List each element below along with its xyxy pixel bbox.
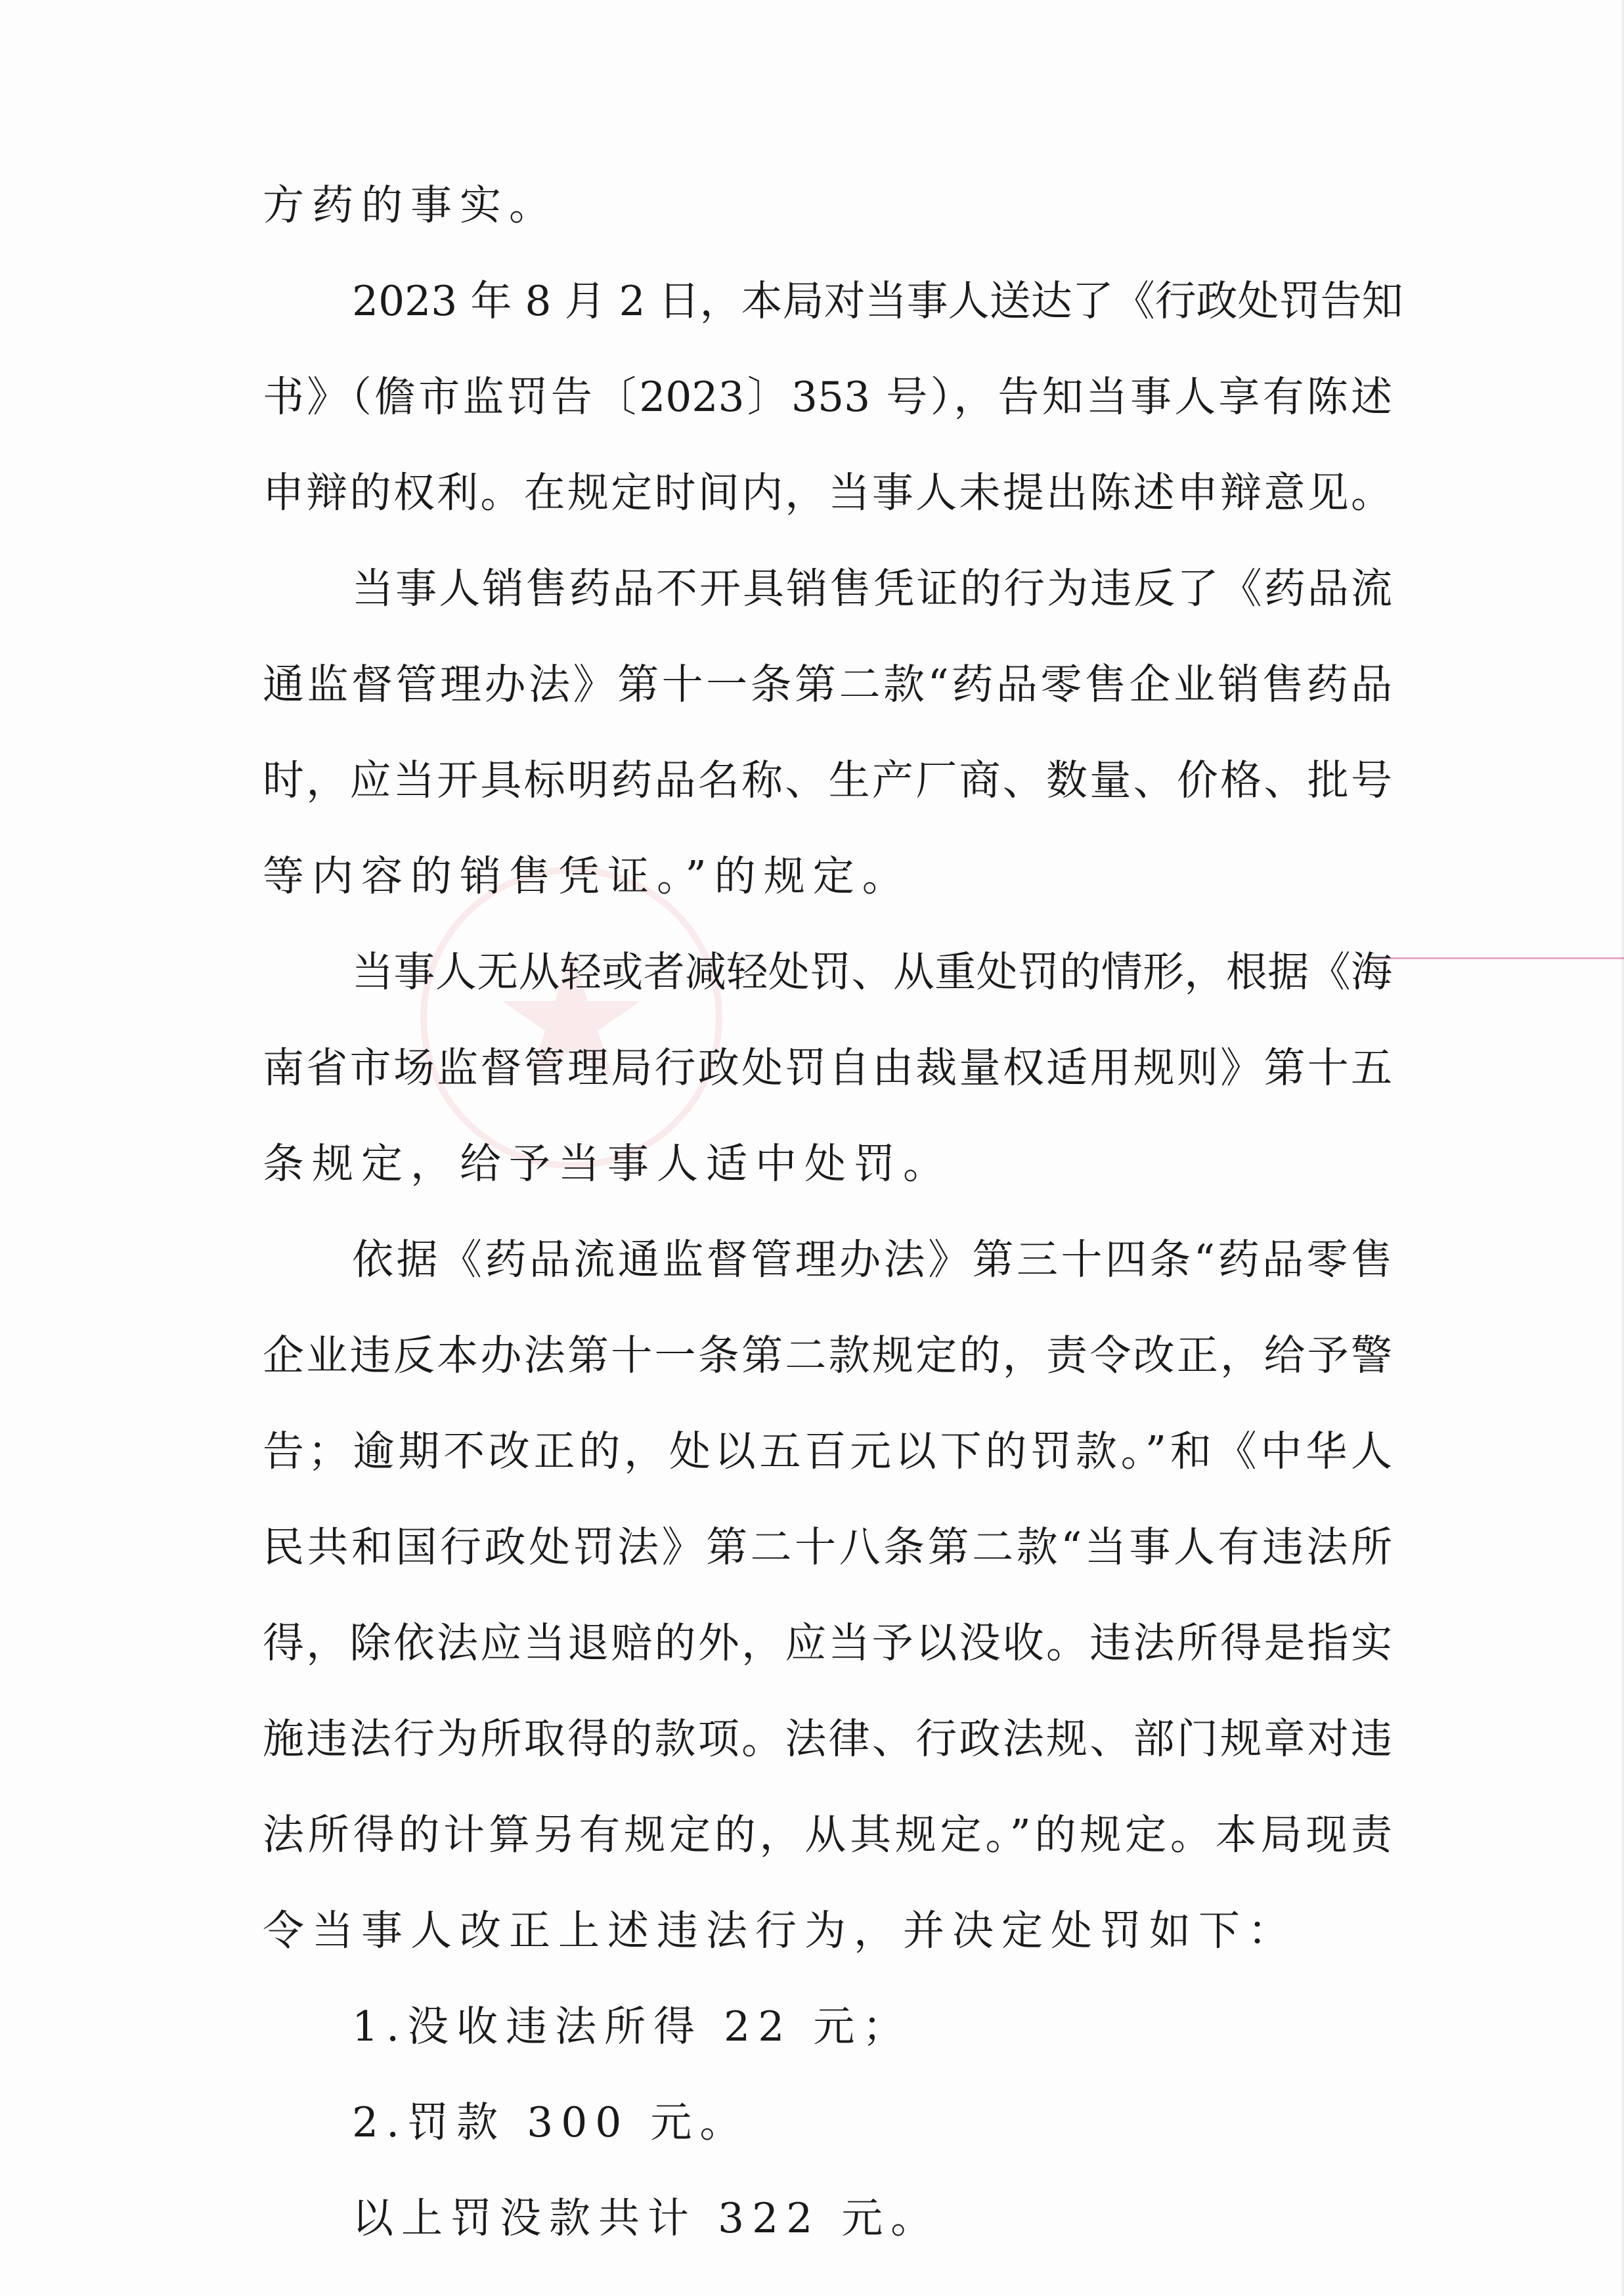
scan-edge-shadow [1620, 0, 1624, 2296]
text-line: 方药的事实。 [263, 181, 558, 229]
penalty-item: 2.罚款 300 元。 [352, 2098, 749, 2146]
text-line: 申辩的权利。在规定时间内，当事人未提出陈述申辩意见。 [263, 469, 1392, 517]
text-line: 书》（儋市监罚告〔2023〕353 号），告知当事人享有陈述 [263, 373, 1392, 421]
text-line: 令当事人改正上述违法行为，并决定处罚如下： [263, 1907, 1297, 1955]
text-line: 法所得的计算另有规定的，从其规定。”的规定。本局现责 [263, 1811, 1392, 1859]
penalty-total: 以上罚没款共计 322 元。 [352, 2194, 940, 2242]
text-line: 得，除依法应当退赔的外，应当予以没收。违法所得是指实 [263, 1619, 1392, 1667]
text-line: 条规定，给予当事人适中处罚。 [263, 1140, 952, 1188]
text-line: 依据《药品流通监督管理办法》第三十四条“药品零售 [352, 1236, 1392, 1284]
binding-mark-line [1372, 957, 1624, 959]
text-line: 等内容的销售凭证。”的规定。 [263, 852, 911, 900]
penalty-item: 1.没收违法所得 22 元； [352, 2003, 912, 2050]
text-line: 当事人无从轻或者减轻处罚、从重处罚的情形，根据《海 [352, 948, 1392, 996]
text-line: 企业违反本办法第十一条第二款规定的，责令改正，给予警 [263, 1332, 1392, 1379]
text-line: 通监督管理办法》第十一条第二款“药品零售企业销售药品 [263, 661, 1392, 708]
text-line: 施违法行为所取得的款项。法律、行政法规、部门规章对违 [263, 1715, 1392, 1763]
body-text [263, 158, 1403, 2266]
text-line: 南省市场监督管理局行政处罚自由裁量权适用规则》第十五 [263, 1044, 1392, 1092]
text-line: 时，应当开具标明药品名称、生产厂商、数量、价格、批号 [263, 756, 1392, 804]
text-line: 当事人销售药品不开具销售凭证的行为违反了《药品流 [352, 565, 1392, 613]
text-line: 告；逾期不改正的，处以五百元以下的罚款。”和《中华人 [263, 1427, 1392, 1475]
text-line: 民共和国行政处罚法》第二十八条第二款“当事人有违法所 [263, 1523, 1392, 1571]
text-line: 2023 年 8 月 2 日，本局对当事人送达了《行政处罚告知 [352, 277, 1403, 325]
